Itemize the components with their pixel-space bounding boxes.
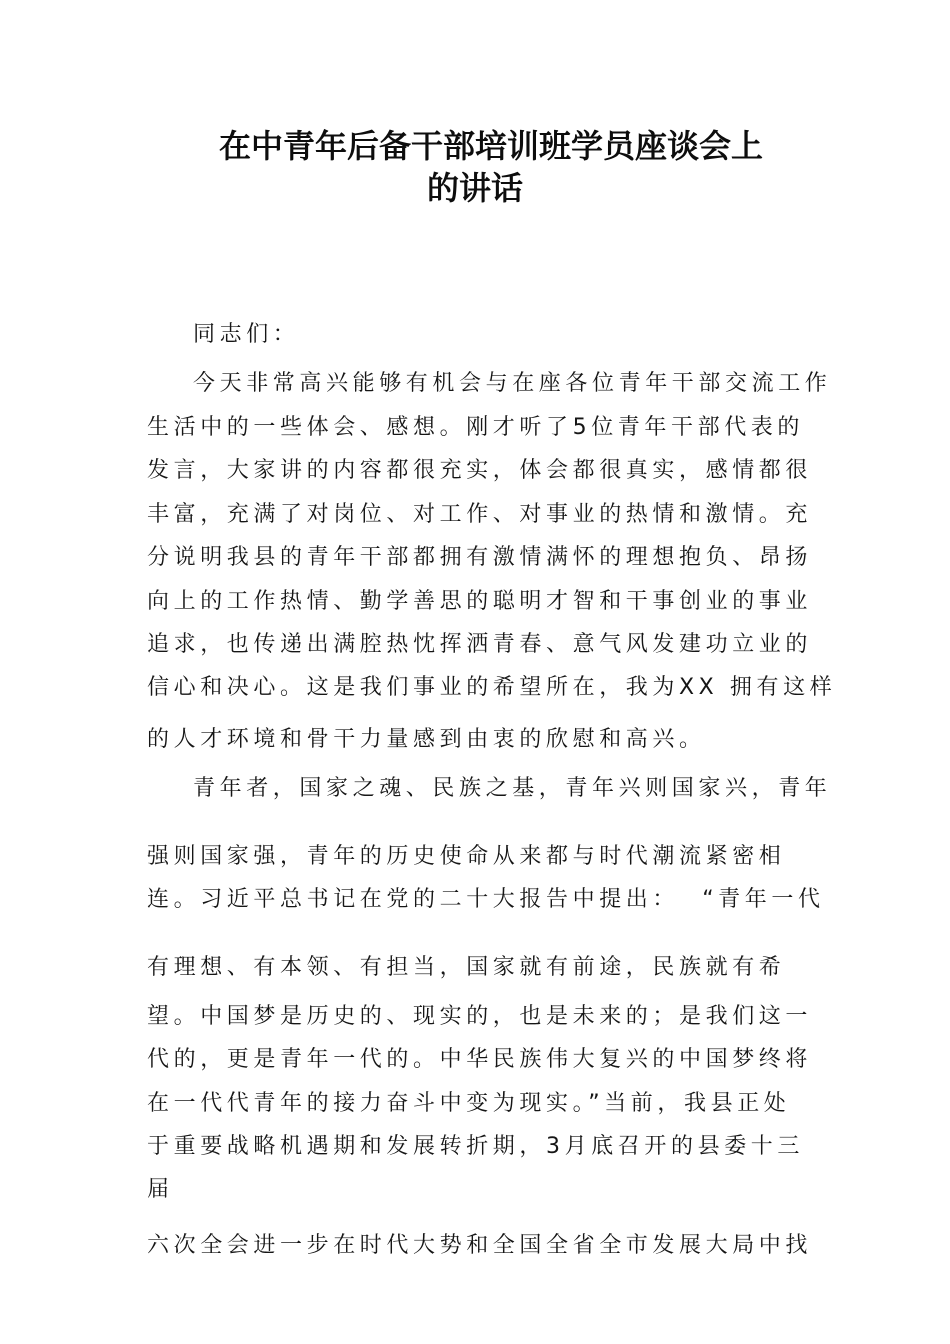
body-line: 分说明我县的青年干部都拥有激情满怀的理想抱负、昂扬: [147, 545, 813, 570]
body-line: 向上的工作热情、勤学善思的聪明才智和干事创业的事业: [147, 589, 813, 614]
salutation: 同志们：: [193, 322, 300, 347]
body-line: 届: [147, 1177, 174, 1202]
body-line: 信心和决心。这是我们事业的希望所在，我为XX 拥有这样: [147, 675, 837, 700]
body-line: 在一代代青年的接力奋斗中变为现实。”当前，我县正处: [147, 1091, 791, 1116]
body-line: 丰富，充满了对岗位、对工作、对事业的热情和激情。充: [147, 502, 813, 527]
body-line: 生活中的一些体会、感想。刚才听了5位青年干部代表的: [147, 415, 804, 440]
body-line: 发言，大家讲的内容都很充实，体会都很真实，感情都很: [147, 458, 813, 483]
body-line: 的人才环境和骨干力量感到由衷的欣慰和高兴。: [147, 727, 706, 752]
body-line: 青年者，国家之魂、民族之基，青年兴则国家兴，青年: [193, 776, 832, 801]
body-line: 六次全会进一步在时代大势和全国全省全市发展大局中找: [147, 1233, 813, 1258]
document-title-line-2: 的讲话: [426, 169, 523, 207]
body-line: 今天非常高兴能够有机会与在座各位青年干部交流工作: [193, 371, 832, 396]
body-line: 追求，也传递出满腔热忱挥洒青春、意气风发建功立业的: [147, 632, 813, 657]
body-line: 连。习近平总书记在党的二十大报告中提出： “青年一代: [147, 887, 825, 912]
body-line: 望。中国梦是历史的、现实的，也是未来的；是我们这一: [147, 1004, 813, 1029]
document-title-line-1: 在中青年后备干部培训班学员座谈会上: [218, 127, 763, 165]
body-line: 强则国家强，青年的历史使命从来都与时代潮流紧密相: [147, 844, 786, 869]
body-line: 于重要战略机遇期和发展转折期，3月底召开的县委十三: [147, 1134, 804, 1159]
body-line: 有理想、有本领、有担当，国家就有前途，民族就有希: [147, 955, 786, 980]
body-line: 代的，更是青年一代的。中华民族伟大复兴的中国梦终将: [147, 1047, 813, 1072]
